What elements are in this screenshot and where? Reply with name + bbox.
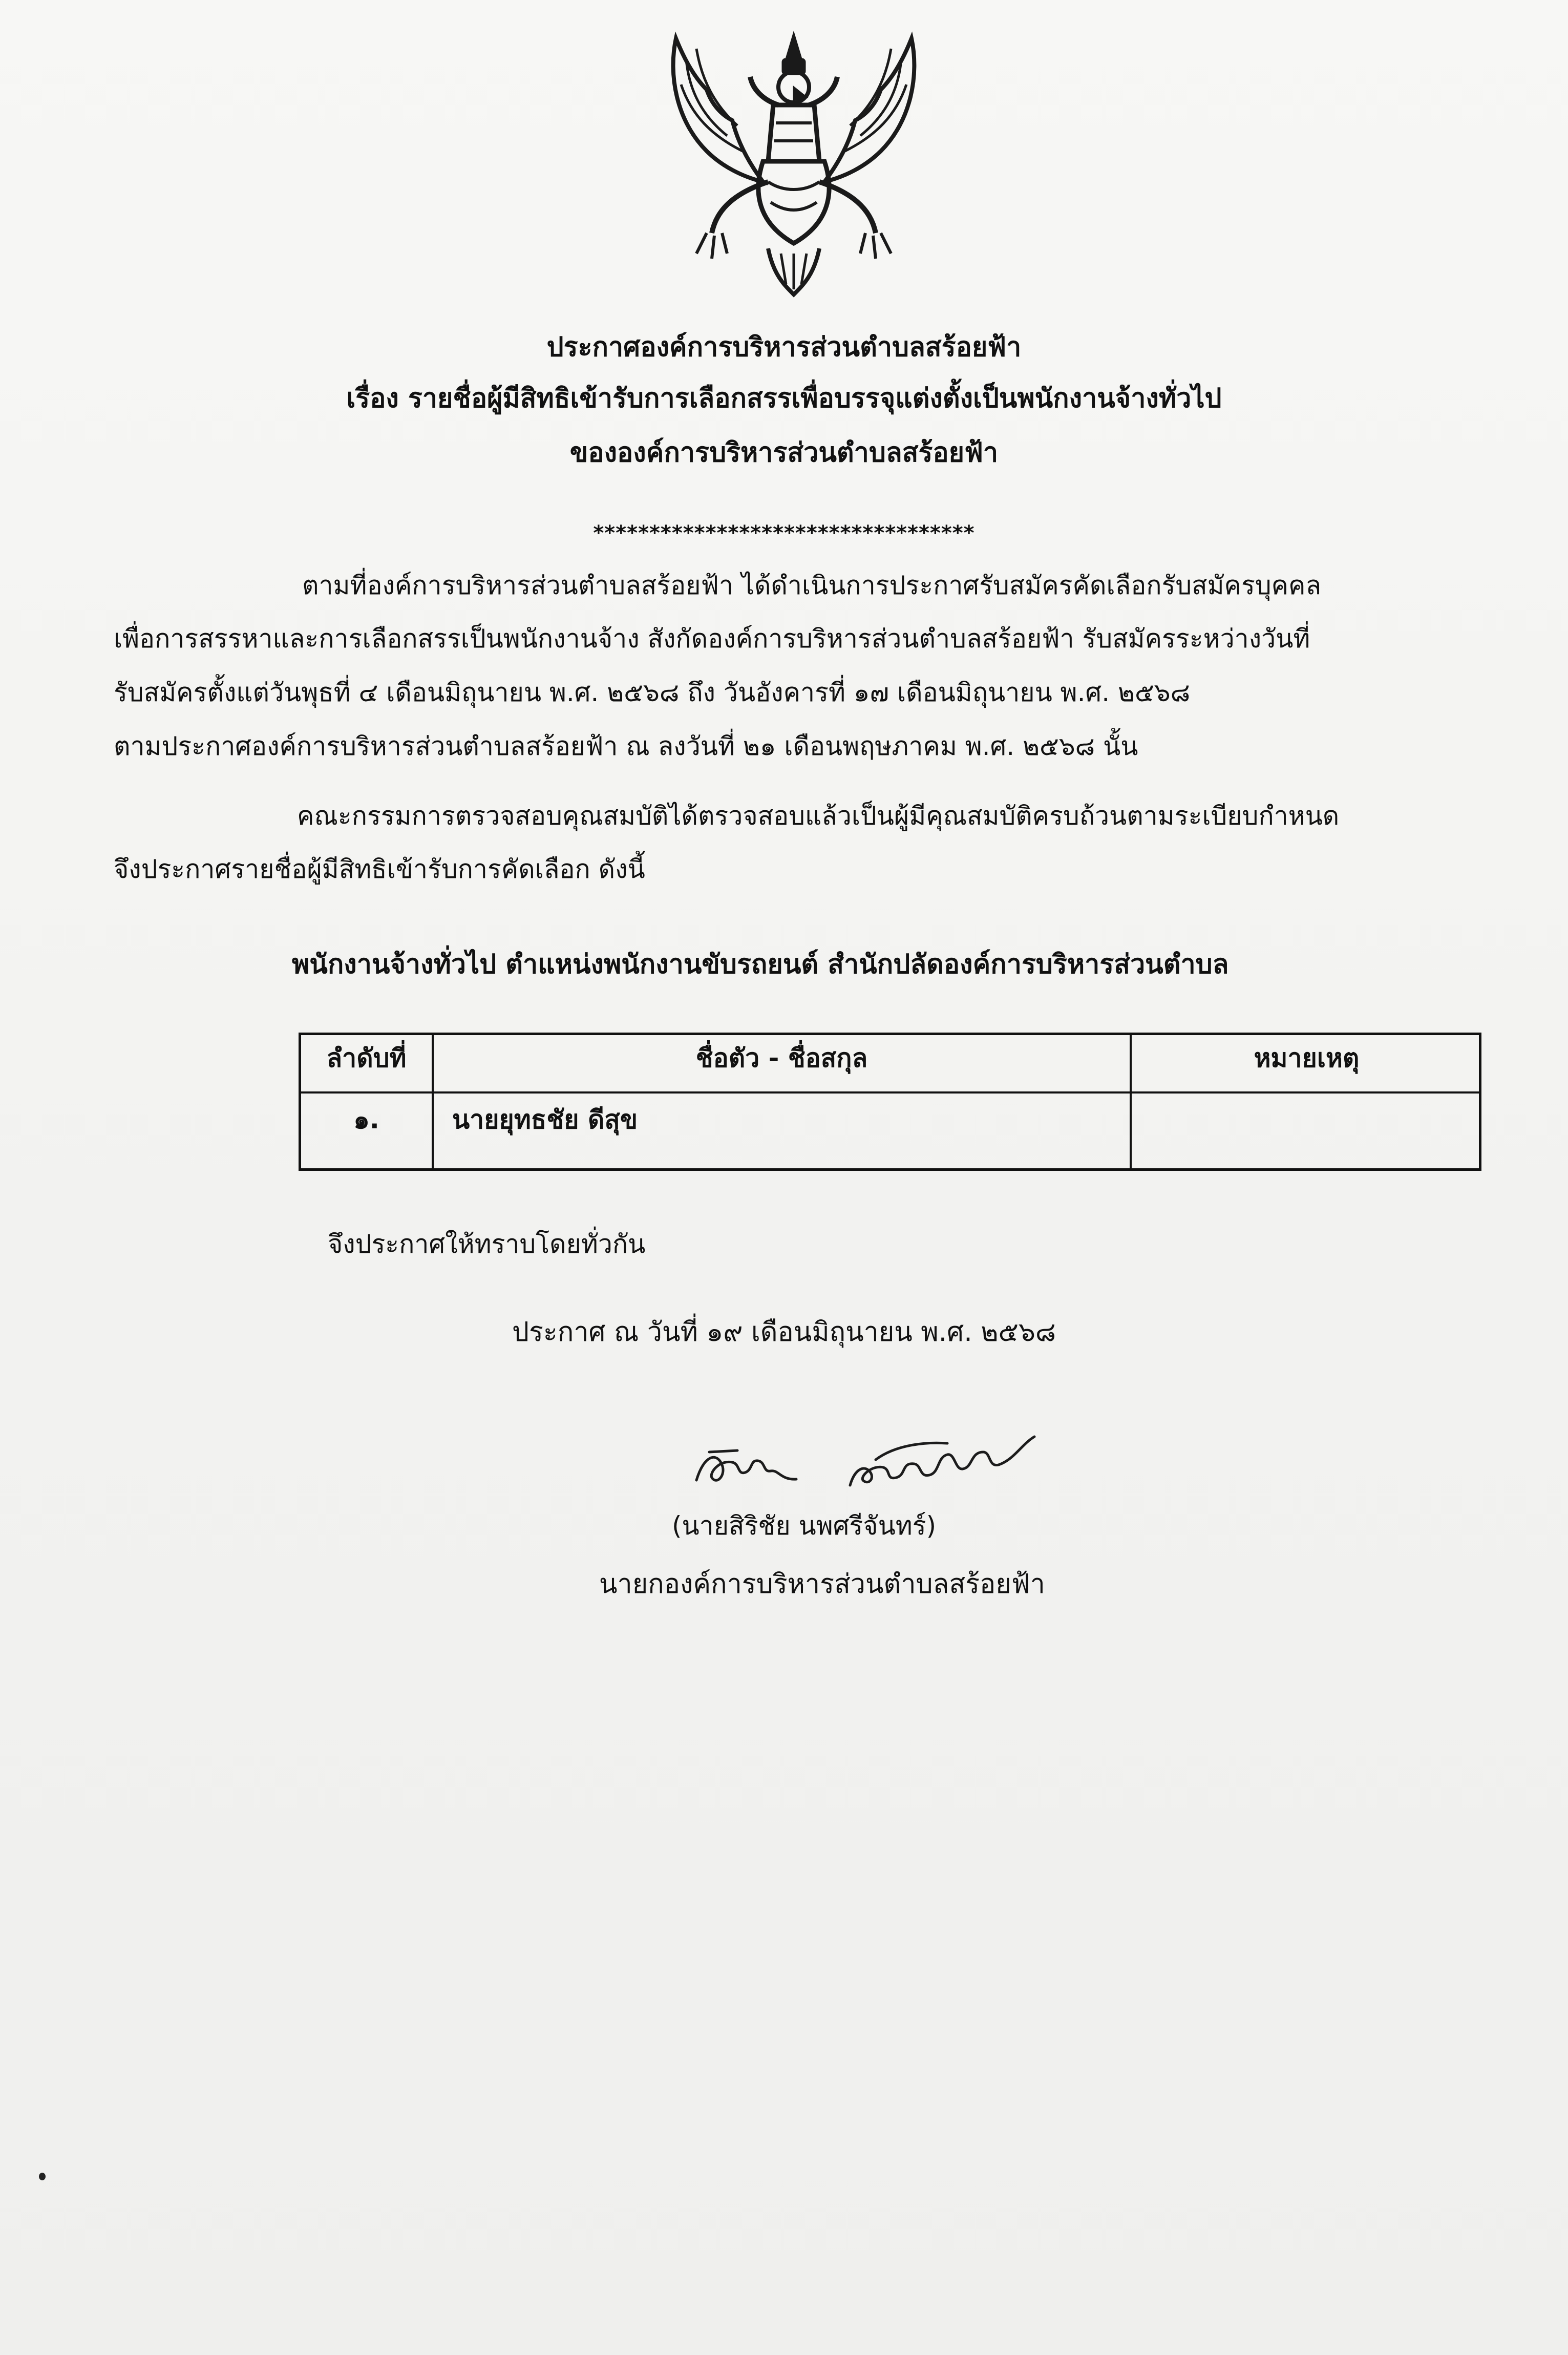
- table-header-remark: หมายเหตุ: [1254, 1043, 1360, 1073]
- table-row-divider: [301, 1091, 1479, 1094]
- separator-line: **********************************: [593, 521, 975, 545]
- announcement-organization: ขององค์การบริหารส่วนตำบลสร้อยฟ้า: [569, 437, 999, 468]
- table-cell-name: นายยุทธชัย ดีสุข: [452, 1105, 638, 1134]
- table-cell-order: ๑.: [353, 1105, 379, 1134]
- paragraph2-line: คณะกรรมการตรวจสอบคุณสมบัติได้ตรวจสอบแล้วเป็นผู้มีคุณสมบัติครบถ้วนตามระเบียบกำหนด: [297, 801, 1340, 831]
- announcement-subject: เรื่อง รายชื่อผู้มีสิทธิเข้ารับการเลือกสรรเพื่อบรรจุแต่งตั้งเป็นพนักงานจ้างทั่วไป: [346, 383, 1222, 414]
- paragraph1-line: ตามที่องค์การบริหารส่วนตำบลสร้อยฟ้า ได้ดำเนินการประกาศรับสมัครคัดเลือกรับสมัครบุคคล: [302, 571, 1322, 600]
- handwritten-signature-icon: [681, 1424, 1091, 1501]
- announcement-date: ประกาศ ณ วันที่ ๑๙ เดือนมิถุนายน พ.ศ. ๒๕๖๘: [512, 1317, 1056, 1348]
- garuda-emblem-icon: [666, 28, 922, 300]
- signer-title: นายกองค์การบริหารส่วนตำบลสร้อยฟ้า: [599, 1569, 1045, 1600]
- closing-statement: จึงประกาศให้ทราบโดยทั่วกัน: [328, 1229, 646, 1259]
- announcement-title: ประกาศองค์การบริหารส่วนตำบลสร้อยฟ้า: [546, 332, 1022, 363]
- paragraph1-line: เพื่อการสรรหาและการเลือกสรรเป็นพนักงานจ้าง สังกัดองค์การบริหารส่วนตำบลสร้อยฟ้า รับสมัครระหว่างวันที่: [114, 624, 1310, 654]
- paragraph1-line: ตามประกาศองค์การบริหารส่วนตำบลสร้อยฟ้า ณ ลงวันที่ ๒๑ เดือนพฤษภาคม พ.ศ. ๒๕๖๘ นั้น: [114, 731, 1138, 761]
- paragraph1-line: รับสมัครตั้งแต่วันพุธที่ ๔ เดือนมิถุนายน พ.ศ. ๒๕๖๘ ถึง วันอังคารที่ ๑๗ เดือนมิถุนายน พ.ศ. ๒๕๖๘: [114, 678, 1191, 707]
- signer-name: (นายสิริชัย นพศรีจันทร์): [672, 1511, 937, 1541]
- table-header-name: ชื่อตัว - ชื่อสกุล: [695, 1043, 868, 1073]
- position-heading: พนักงานจ้างทั่วไป ตำแหน่งพนักงานขับรถยนต์ สำนักปลัดองค์การบริหารส่วนตำบล: [292, 949, 1229, 980]
- table-header-order: ลำดับที่: [326, 1043, 407, 1073]
- candidate-table: [299, 1033, 1481, 1171]
- paper-speck: [39, 2173, 46, 2180]
- paragraph2-line: จึงประกาศรายชื่อผู้มีสิทธิเข้ารับการคัดเลือก ดังนี้: [114, 854, 645, 884]
